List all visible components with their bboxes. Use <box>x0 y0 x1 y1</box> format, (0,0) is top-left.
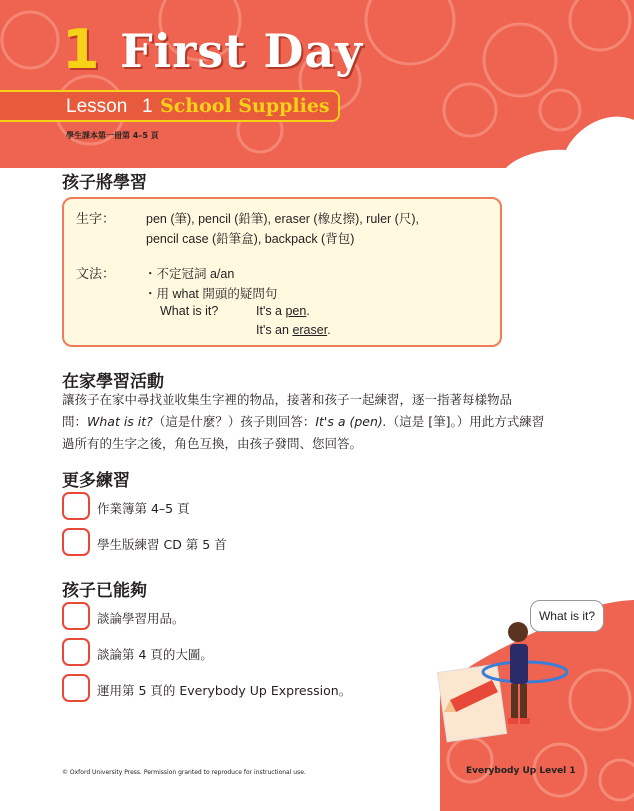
practice-heading: 更多練習 <box>62 471 130 491</box>
objectives-heading: 孩子將學習 <box>62 173 147 193</box>
can-do-item-3: 運用第 5 頁的 Everybody Up Expression。 <box>97 683 352 698</box>
speech-bubble: What is it? <box>530 600 604 632</box>
can-do-heading: 孩子已能夠 <box>62 581 147 601</box>
lesson-number: 1 <box>142 96 153 117</box>
practice-item-2: 學生版練習 CD 第 5 首 <box>97 537 227 552</box>
home-activity-heading: 在家學習活動 <box>62 372 164 392</box>
chapter-title: First Day <box>120 24 363 78</box>
vocab-line-2: pencil case (鉛筆盒), backpack (背包) <box>146 232 355 246</box>
example-answer-1: It's a pen. <box>256 304 310 318</box>
level-label: Everybody Up Level 1 <box>466 766 576 776</box>
can-do-checkbox-1[interactable] <box>62 602 90 630</box>
grammar-point-2: ・用 what 開頭的疑問句 <box>144 287 278 301</box>
objectives-box <box>62 197 502 347</box>
copyright-notice: © Oxford University Press. Permission granted to reproduce for instructional use. <box>62 769 306 776</box>
vocab-label: 生字： <box>76 212 116 227</box>
practice-checkbox-2[interactable] <box>62 528 90 556</box>
student-book-reference: 學生課本第一冊第 4–5 頁 <box>66 131 159 140</box>
grammar-point-1: ・不定冠詞 a/an <box>144 267 235 281</box>
can-do-item-2: 談論第 4 頁的大圖。 <box>97 647 213 662</box>
practice-item-1: 作業簿第 4–5 頁 <box>97 501 190 516</box>
can-do-checkbox-2[interactable] <box>62 638 90 666</box>
can-do-checkbox-3[interactable] <box>62 674 90 702</box>
chapter-number: 1 <box>62 18 100 81</box>
lesson-name: School Supplies <box>160 95 330 117</box>
lesson-label: Lesson <box>66 96 128 117</box>
vocab-line-1: pen (筆), pencil (鉛筆), eraser (橡皮擦), ruler (尺), <box>146 212 419 226</box>
grammar-label: 文法： <box>76 267 116 282</box>
can-do-item-1: 談論學習用品。 <box>97 611 185 626</box>
practice-checkbox-1[interactable] <box>62 492 90 520</box>
example-question: What is it? <box>160 304 219 318</box>
home-activity-text: 讓孩子在家中尋找並收集生字裡的物品，接著和孩子一起練習，逐一指著每樣物品 問：What is it?（這是什麼？）孩子則回答：It's a (pen).（這是 [筆]。）用此方式練習 過所有的生字之後，角色互換，由孩子發問、您回答。 <box>62 392 545 451</box>
example-answer-2: It's an eraser. <box>256 323 331 337</box>
pencil-picture <box>437 664 506 742</box>
